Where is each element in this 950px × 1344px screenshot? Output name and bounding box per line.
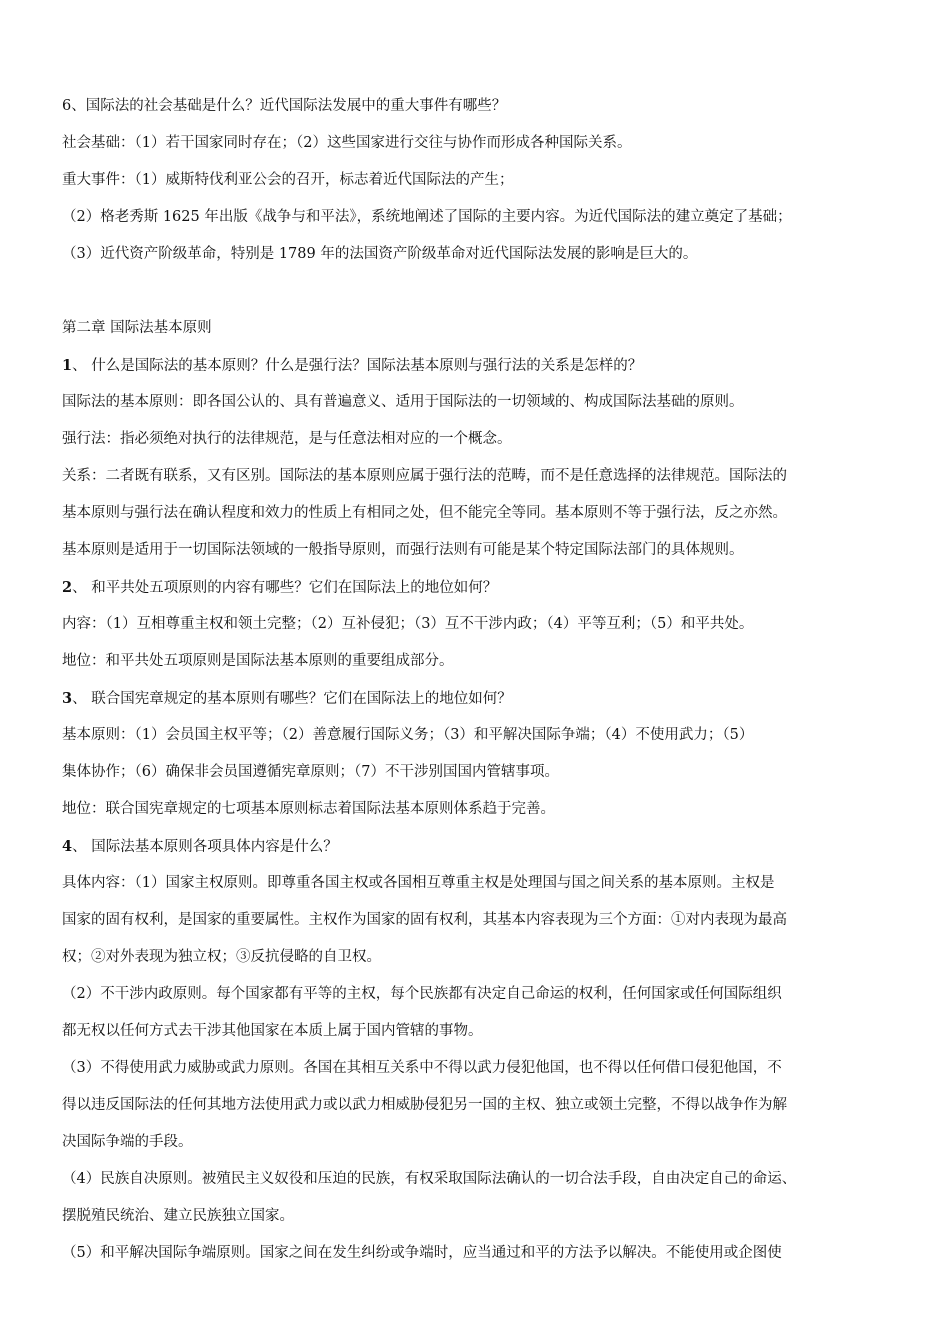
answer-jus-cogens: 强行法：指必须绝对执行的法律规范，是与任意法相对应的一个概念。 [62,431,512,447]
question-text: 、 国际法基本原则各项具体内容是什么？ [72,839,338,855]
answer-sovereignty-3: 权；②对外表现为独立权；③反抗侵略的自卫权。 [62,949,381,965]
answer-un-principles-1: 基本原则：（1）会员国主权平等；（2）善意履行国际义务；（3）和平解决国际争端；（4）不使用武力；（5） [62,727,754,743]
answer-non-interference-2: 都无权以任何方式去干涉其他国家在本质上属于国内管辖的事物。 [62,1023,483,1039]
answer-relation-1: 关系：二者既有联系，又有区别。国际法的基本原则应属于强行法的范畴，而不是任意选择的法律规范。国际法的 [62,468,787,484]
answer-sovereignty-1: 具体内容：（1）国家主权原则。即尊重各国主权或各国相互尊重主权是处理国与国之间关系的基本原则。主权是 [62,875,775,891]
question-number: 4 [62,838,73,855]
answer-un-principles-2: 集体协作；（6）确保非会员国遵循宪章原则；（7）不干涉别国国内管辖事项。 [62,764,559,780]
question-text: 、 什么是国际法的基本原则？什么是强行法？国际法基本原则与强行法的关系是怎样的？ [72,358,643,374]
answer-major-events: 重大事件：（1）威斯特伐利亚公会的召开，标志着近代国际法的产生； [62,172,514,188]
question-4-heading [62,828,898,865]
answer-peaceful-settlement: （5）和平解决国际争端原则。国家之间在发生纠纷或争端时，应当通过和平的方法予以解决。不能使用或企图使 [62,1245,782,1261]
question-text: 、 和平共处五项原则的内容有哪些？它们在国际法上的地位如何？ [72,580,498,596]
blank-line [62,273,898,310]
document-page [62,88,898,1272]
question-2-heading [62,569,898,606]
chapter-title: 第二章 国际法基本原则 [62,320,212,336]
question-6-heading: 6、国际法的社会基础是什么？近代国际法发展中的重大事件有哪些？ [62,98,507,114]
question-1-heading [62,347,898,384]
answer-no-force-3: 决国际争端的手段。 [62,1134,193,1150]
answer-five-principles: 内容：（1）互相尊重主权和领土完整；（2）互补侵犯；（3）互不干涉内政；（4）平等互利；（5）和平共处。 [62,616,754,632]
answer-relation-2: 基本原则与强行法在确认程度和效力的性质上有相同之处，但不能完全等同。基本原则不等于强行法，反之亦然。 [62,505,787,521]
answer-basic-principles: 国际法的基本原则：即各国公认的、具有普遍意义、适用于国际法的一切领域的、构成国际法基础的原则。 [62,394,744,410]
answer-sovereignty-2: 国家的固有权利，是国家的重要属性。主权作为国家的固有权利，其基本内容表现为三个方面：①对内表现为最高 [62,912,787,928]
question-3-heading [62,680,898,717]
question-number: 3 [62,690,73,707]
answer-un-principles-status: 地位：联合国宪章规定的七项基本原则标志着国际法基本原则体系趋于完善。 [62,801,555,817]
answer-event-2: （2）格老秀斯 1625 年出版《战争与和平法》，系统地阐述了国际的主要内容。为近代国际法的建立奠定了基础； [62,209,792,225]
answer-relation-3: 基本原则是适用于一切国际法领域的一般指导原则，而强行法则有可能是某个特定国际法部门的具体规则。 [62,542,744,558]
answer-no-force-1: （3）不得使用武力威胁或武力原则。各国在其相互关系中不得以武力侵犯他国，也不得以任何借口侵犯他国，不 [62,1060,782,1076]
answer-self-determination-1: （4）民族自决原则。被殖民主义奴役和压迫的民族，有权采取国际法确认的一切合法手段，自由决定自己的命运、 [62,1171,797,1187]
answer-social-basis: 社会基础：（1）若干国家同时存在；（2）这些国家进行交往与协作而形成各种国际关系。 [62,135,632,151]
answer-self-determination-2: 摆脱殖民统治、建立民族独立国家。 [62,1208,294,1224]
question-number: 1 [62,357,73,374]
answer-event-3: （3）近代资产阶级革命，特别是 1789 年的法国资产阶级革命对近代国际法发展的影响是巨大的。 [62,246,698,262]
answer-non-interference-1: （2）不干涉内政原则。每个国家都有平等的主权，每个民族都有决定自己命运的权利，任何国家或任何国际组织 [62,986,782,1002]
answer-no-force-2: 得以违反国际法的任何其地方法使用武力或以武力相威胁侵犯另一国的主权、独立或领土完整，不得以战争作为解 [62,1097,787,1113]
answer-five-principles-status: 地位：和平共处五项原则是国际法基本原则的重要组成部分。 [62,653,454,669]
question-number: 2 [62,579,73,596]
question-text: 、 联合国宪章规定的基本原则有哪些？它们在国际法上的地位如何？ [72,691,512,707]
